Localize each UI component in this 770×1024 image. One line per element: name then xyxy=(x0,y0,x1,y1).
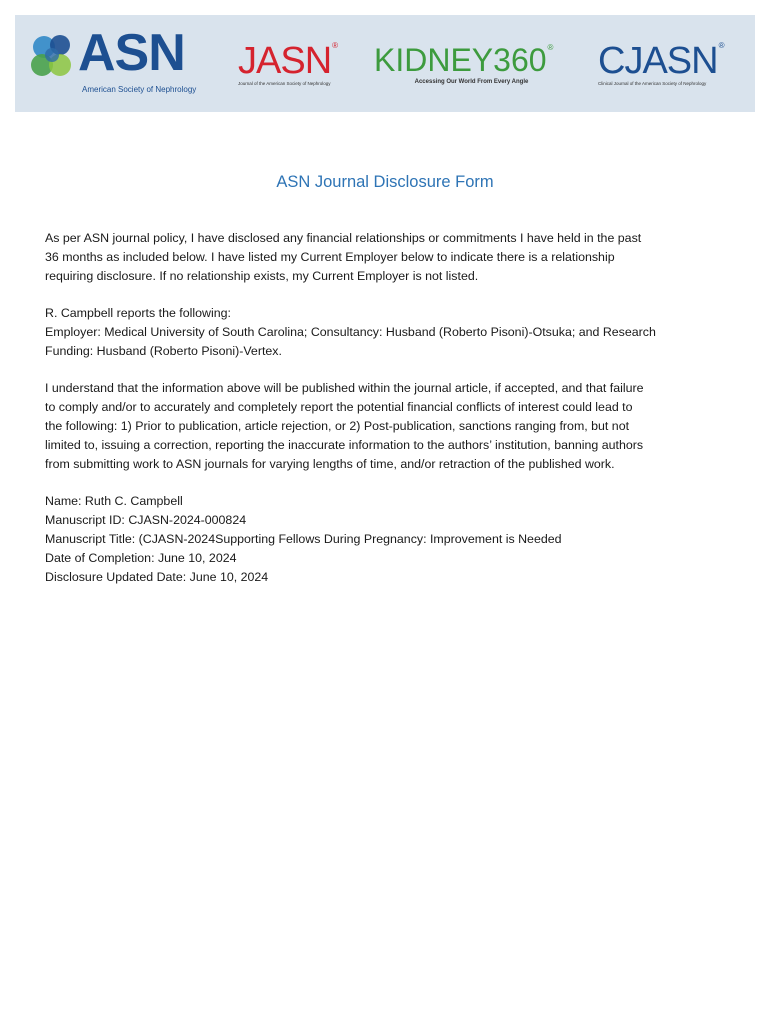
jasn-trademark: ® xyxy=(332,41,338,50)
asn-wordmark: ASN xyxy=(78,24,185,82)
manuscript-id: Manuscript ID: CJASN-2024-000824 xyxy=(45,513,247,527)
jasn-tagline: Journal of the American Society of Nephrology xyxy=(238,81,331,86)
understanding-line: I understand that the information above will be published within the journal article, if accepted, and that failure xyxy=(45,381,644,395)
policy-line: As per ASN journal policy, I have disclosed any financial relationships or commitments I have held in the past xyxy=(45,231,642,245)
understanding-line: the following: 1) Prior to publication, article rejection, or 2) Post-publication, sanctions ranging from, but not xyxy=(45,419,630,433)
kidney360-wordmark: KIDNEY360 xyxy=(374,42,547,78)
asn-tagline: American Society of Nephrology xyxy=(82,85,197,94)
kidney360-logo xyxy=(374,44,569,85)
author-name: Name: Ruth C. Campbell xyxy=(45,494,183,508)
date-of-completion: Date of Completion: June 10, 2024 xyxy=(45,551,237,565)
page-title: ASN Journal Disclosure Form xyxy=(276,173,494,191)
understanding-line: from submitting work to ASN journals for varying lengths of time, and/or retraction of the published work. xyxy=(45,457,615,471)
cjasn-tagline: Clinical Journal of the American Society of Nephrology xyxy=(598,81,707,86)
report-line: Employer: Medical University of South Carolina; Consultancy: Husband (Roberto Pisoni)-Otsuka; and Research xyxy=(45,325,656,339)
manuscript-title: Manuscript Title: (CJASN-2024Supporting Fellows During Pregnancy: Improvement is Needed xyxy=(45,532,562,546)
understanding-line: limited to, issuing a correction, reporting the inaccurate information to the authors’ institution, banning authors xyxy=(45,438,644,452)
report-line: Funding: Husband (Roberto Pisoni)-Vertex. xyxy=(45,344,282,358)
report-paragraph xyxy=(45,304,735,361)
cjasn-wordmark: CJASN xyxy=(598,40,718,82)
jasn-logo xyxy=(238,42,348,86)
understanding-paragraph xyxy=(45,379,735,474)
policy-line: requiring disclosure. If no relationship exists, my Current Employer is not listed. xyxy=(45,269,479,283)
cjasn-logo xyxy=(598,42,738,86)
policy-line: 36 months as included below. I have listed my Current Employer below to indicate there is a relationship xyxy=(45,250,615,264)
disclosure-updated-date: Disclosure Updated Date: June 10, 2024 xyxy=(45,570,269,584)
asn-logo xyxy=(30,24,210,95)
disclosure-body xyxy=(45,229,735,605)
understanding-line: to comply and/or to accurately and completely report the potential financial conflicts of interest could lead to xyxy=(45,400,633,414)
report-heading: R. Campbell reports the following: xyxy=(45,306,231,320)
details-block xyxy=(45,492,735,587)
kidney360-trademark: ® xyxy=(547,43,554,52)
policy-paragraph xyxy=(45,229,735,286)
kidney360-tagline: Accessing Our World From Every Angle xyxy=(414,79,529,85)
jasn-wordmark: JASN xyxy=(238,40,332,82)
asn-circles-icon xyxy=(30,33,78,83)
cjasn-trademark: ® xyxy=(718,41,724,50)
